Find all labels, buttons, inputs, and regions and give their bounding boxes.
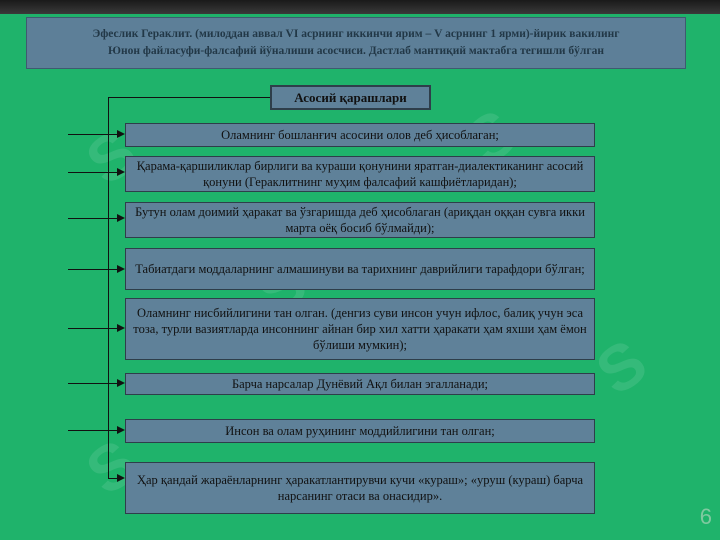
connector-top-horizontal: [108, 97, 270, 98]
view-item-4: [125, 248, 595, 290]
arrow-line-2: [68, 172, 118, 173]
arrow-line-7: [68, 430, 118, 431]
view-item-2: [125, 156, 595, 192]
arrow-line-1: [68, 134, 118, 135]
arrow-head-4: [117, 265, 125, 273]
main-views-header: Асосий қарашлари: [270, 85, 431, 110]
watermark-logo-4: S: [583, 325, 660, 409]
slide-title: [26, 17, 686, 69]
slide-title-line-1: Эфеслик Гераклит. (милоддан аввал VI асрнинг иккинчи ярим – V асрнинг 1 ярми)-йирик вакилинг: [92, 28, 620, 40]
view-item-8-text: Ҳар қандай жараёнларнинг ҳаракатлантирувчи кучи «кураш»; «уруш (кураш) барча нарсанинг отаси ва онасидир».: [136, 473, 584, 503]
watermark-logo-1: S: [73, 115, 150, 199]
arrow-head-7: [117, 426, 125, 434]
view-item-5: [125, 298, 595, 360]
connector-vertical-left: [108, 97, 109, 478]
watermark-logo-5: S: [73, 425, 150, 509]
arrow-line-5: [68, 328, 118, 329]
view-item-6: [125, 373, 595, 395]
arrow-line-3: [68, 218, 118, 219]
view-item-5-text: Оламнинг нисбийлигини тан олган. (денгиз суви инсон учун ифлос, балиқ учун эса тоза, турли вазиятларда инсоннинг айнан бир хил хатти ҳаракати ҳам яхши ҳам ёмон бўлиши мумкин);: [133, 306, 587, 352]
arrow-line-6: [68, 383, 118, 384]
view-item-3: [125, 202, 595, 238]
slide-title-line-2: Юнон файласуфи-фалсафий йўналиши асосчиси. Дастлаб мантиқий мактабга тегишли бўлган: [108, 45, 604, 57]
view-item-1: [125, 123, 595, 147]
view-item-1-text: Оламнинг бошланғич асосини олов деб ҳисоблаган;: [221, 128, 499, 142]
view-item-3-text: Бутун олам доимий ҳаракат ва ўзгаришда деб ҳисоблаган (ариқдан оққан сувга икки марта оёқ босиб бўлмайди);: [135, 205, 585, 235]
page-number: 6: [699, 504, 712, 529]
arrow-head-3: [117, 214, 125, 222]
view-item-4-text: Табиатдаги моддаларнинг алмашинуви ва тарихнинг даврийлиги тарафдори бўлган;: [135, 262, 585, 276]
top-bar: [0, 0, 720, 14]
view-item-6-text: Барча нарсалар Дунёвий Ақл билан эгалланади;: [231, 377, 489, 391]
arrow-head-1: [117, 130, 125, 138]
arrow-head-6: [117, 379, 125, 387]
arrow-line-4: [68, 269, 118, 270]
arrow-head-5: [117, 324, 125, 332]
arrow-head-8: [117, 474, 125, 482]
view-item-8: [125, 462, 595, 514]
view-item-7-text: Инсон ва олам руҳининг моддийлигини тан олган;: [225, 424, 495, 438]
arrow-head-2: [117, 168, 125, 176]
view-item-2-text: Қарама-қаршиликлар бирлиги ва кураши қонунини яратган-диалектиканинг асосий қонуни (Гераклитнинг муҳим фалсафий кашфиётларидан);: [136, 159, 584, 189]
view-item-7: [125, 419, 595, 443]
